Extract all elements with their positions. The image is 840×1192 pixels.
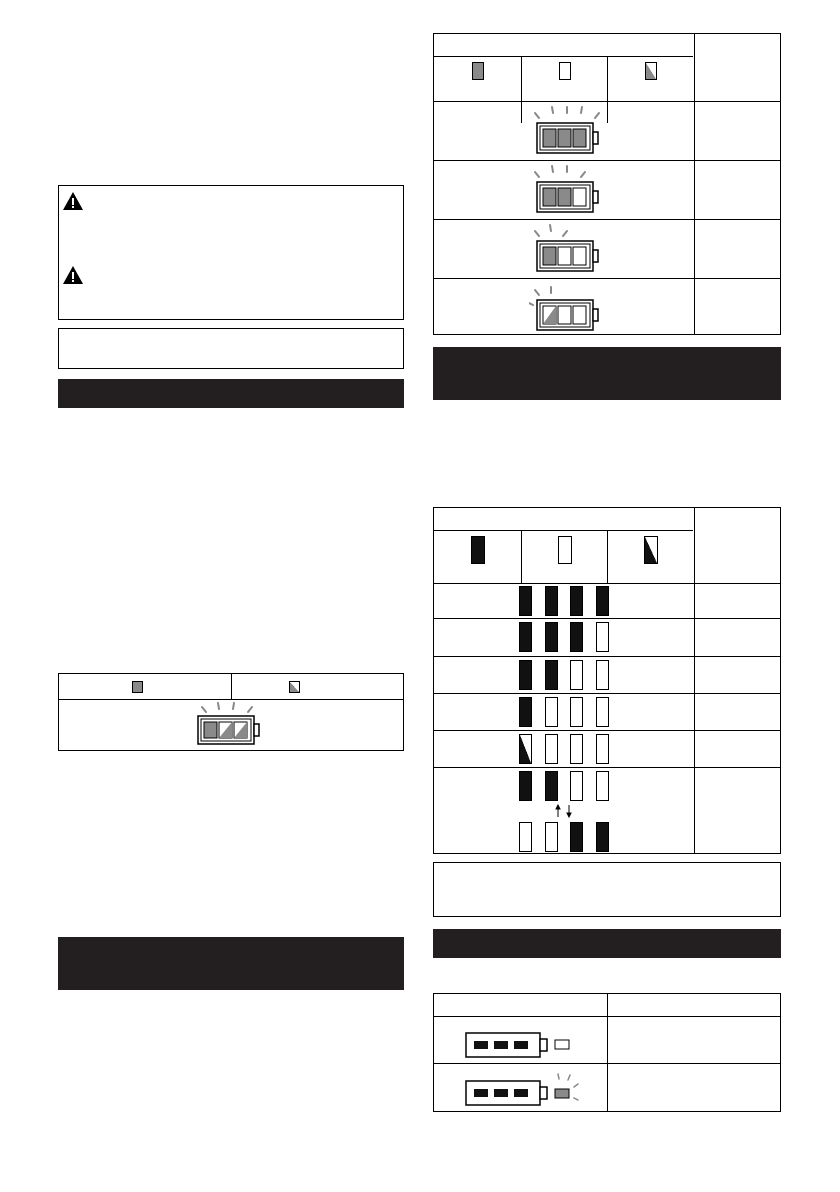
alternating-arrows-icon [553, 804, 575, 818]
note-box [58, 328, 404, 369]
indicator-lamp-blinking-icon [644, 536, 658, 564]
battery-gauge-icon [529, 281, 609, 335]
warning-triangle-icon [62, 191, 84, 211]
battery-gauge-icon [529, 163, 609, 217]
indicator-lamp-off-icon [596, 660, 609, 690]
indicator-lamp-on-icon [596, 586, 609, 616]
indicator-lamp-off-icon [558, 536, 572, 564]
indicator-lamp-on-icon [519, 771, 532, 801]
indicator-lamp-off-icon [596, 771, 609, 801]
indicator-lamp-on-icon [472, 62, 484, 80]
indicator-lamp-blinking-icon [555, 1089, 569, 1098]
section-heading-bar [58, 937, 404, 990]
indicator-lamp-off-icon [555, 1040, 569, 1049]
battery-gauge-icon [464, 1030, 604, 1060]
section-heading-bar [58, 379, 404, 408]
battery-gauge-icon [529, 104, 609, 158]
indicator-lamp-on-icon [545, 660, 558, 690]
indicator-lamp-blinking-icon [645, 62, 657, 80]
section-heading-bar [433, 347, 781, 400]
indicator-lamp-on-icon [545, 771, 558, 801]
indicator-lamp-off-icon [519, 822, 532, 852]
indicator-lamp-on-icon [132, 681, 143, 693]
indicator-lamp-on-icon [519, 622, 532, 652]
indicator-lamp-on-icon [545, 586, 558, 616]
indicator-lamp-off-icon [570, 660, 583, 690]
section-heading-bar [433, 929, 781, 958]
battery-gauge-icon [192, 702, 272, 750]
indicator-lamp-on-icon [570, 822, 583, 852]
indicator-lamp-off-icon [570, 771, 583, 801]
indicator-lamp-on-icon [596, 822, 609, 852]
indicator-lamp-off-icon [545, 697, 558, 727]
indicator-lamp-off-icon [570, 734, 583, 764]
indicator-lamp-on-icon [570, 622, 583, 652]
indicator-lamp-on-icon [545, 622, 558, 652]
indicator-lamp-on-icon [471, 536, 485, 564]
indicator-lamp-off-icon [545, 734, 558, 764]
indicator-lamp-blinking-icon [289, 681, 300, 693]
indicator-lamp-off-icon [596, 734, 609, 764]
indicator-lamp-on-icon [519, 586, 532, 616]
indicator-lamp-off-icon [559, 62, 571, 80]
tool-indicator-table [433, 507, 781, 854]
indicator-lamp-on-icon [519, 660, 532, 690]
indicator-lamp-blinking-icon [519, 734, 532, 764]
note-box [433, 862, 781, 917]
battery-gauge-icon [464, 1070, 604, 1110]
status-table [433, 993, 781, 1112]
battery-legend-table [58, 673, 404, 751]
indicator-lamp-off-icon [596, 622, 609, 652]
indicator-lamp-off-icon [596, 697, 609, 727]
indicator-lamp-off-icon [545, 822, 558, 852]
indicator-lamp-off-icon [570, 697, 583, 727]
remaining-capacity-table [433, 33, 781, 335]
warning-box [58, 185, 404, 320]
warning-triangle-icon [62, 265, 84, 285]
indicator-lamp-on-icon [570, 586, 583, 616]
indicator-lamp-on-icon [519, 697, 532, 727]
battery-gauge-icon [529, 222, 609, 276]
